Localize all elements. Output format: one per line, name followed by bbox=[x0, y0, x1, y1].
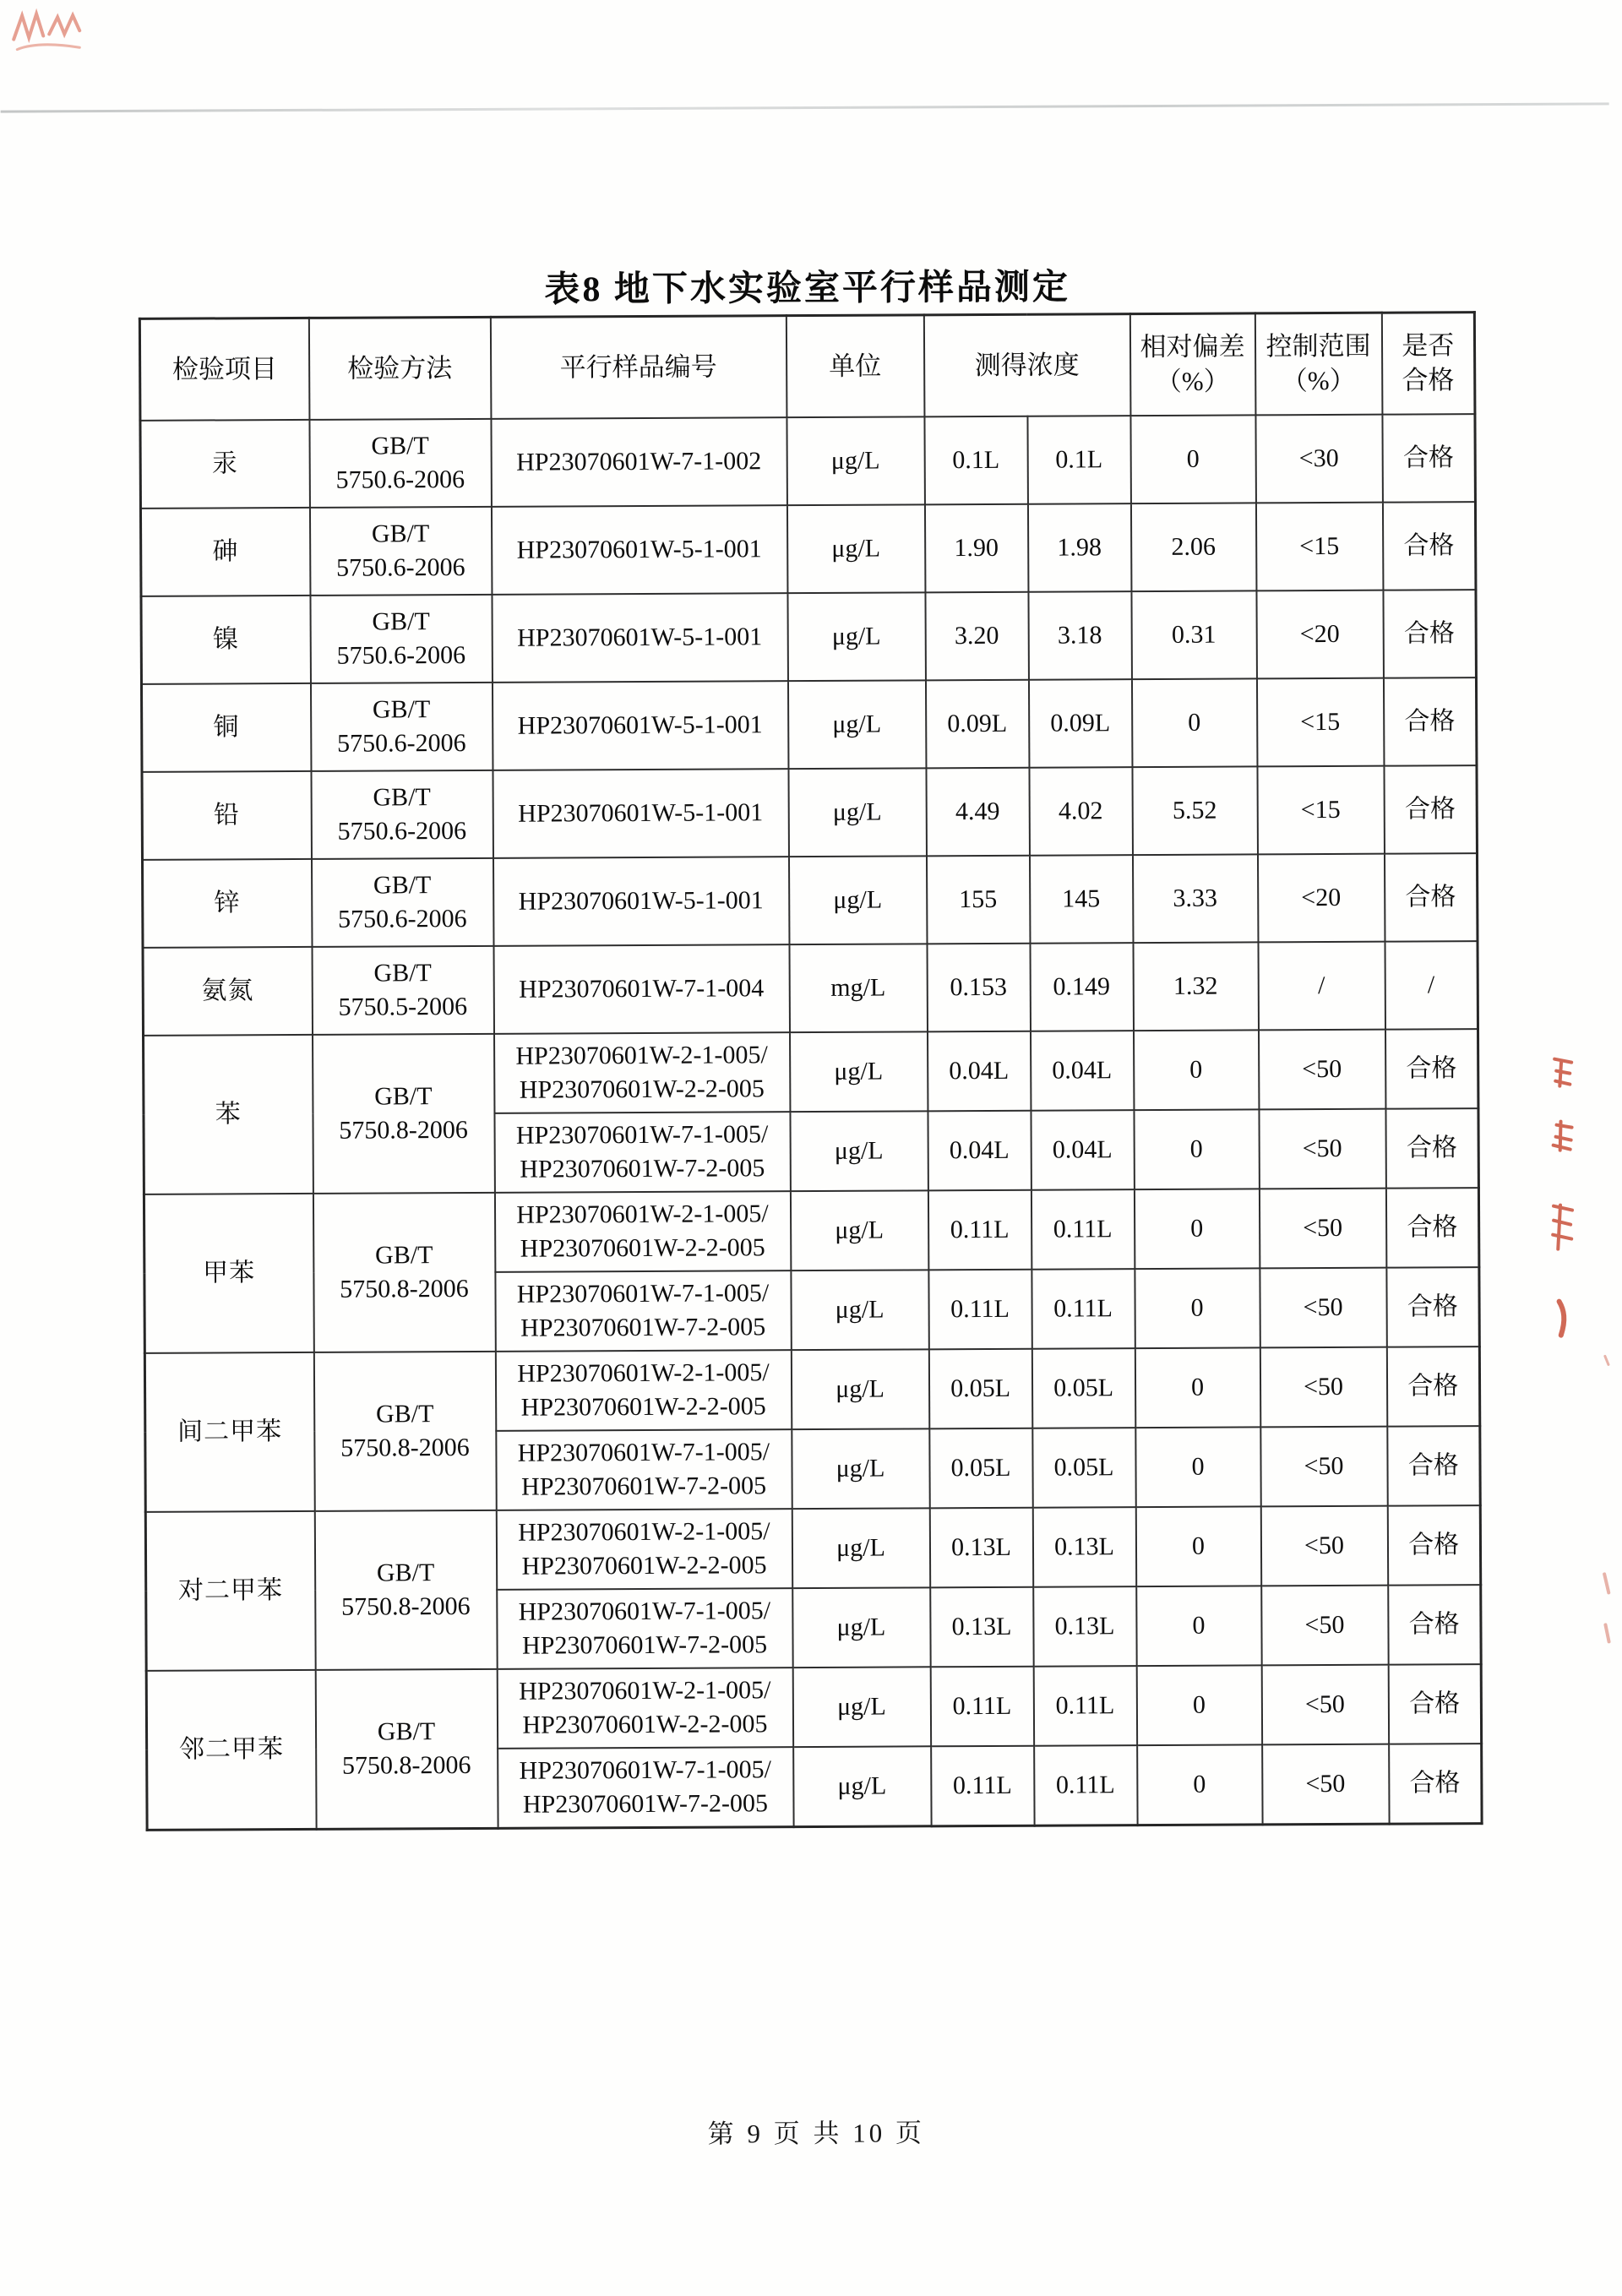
cell-unit: μg/L bbox=[792, 1667, 930, 1747]
cell-measured-2: 145 bbox=[1029, 855, 1133, 944]
cell-control-range: <50 bbox=[1259, 1109, 1385, 1189]
cell-relative-deviation: 3.33 bbox=[1132, 854, 1258, 943]
cell-measured-2: 0.1L bbox=[1027, 416, 1131, 504]
cell-sample-id: HP23070601W-5-1-001 bbox=[492, 593, 788, 683]
cell-sample-id: HP23070601W-5-1-001 bbox=[491, 505, 787, 595]
table-row bbox=[141, 590, 1476, 684]
cell-control-range: <50 bbox=[1258, 1030, 1385, 1110]
cell-measured-1: 0.11L bbox=[928, 1270, 1031, 1350]
cell-relative-deviation: 0 bbox=[1135, 1427, 1260, 1507]
cell-relative-deviation: 0 bbox=[1130, 415, 1256, 503]
cell-control-range: <30 bbox=[1255, 415, 1383, 503]
cell-measured-2: 3.18 bbox=[1028, 591, 1132, 680]
cell-qualified: 合格 bbox=[1386, 1267, 1479, 1347]
cell-sample-id: HP23070601W-2-1-005/ HP23070601W-2-2-005 bbox=[497, 1668, 792, 1749]
cell-qualified: 合格 bbox=[1388, 1585, 1481, 1665]
cell-control-range: / bbox=[1258, 942, 1385, 1031]
cell-relative-deviation: 0 bbox=[1135, 1347, 1260, 1428]
cell-sample-id: HP23070601W-7-1-005/ HP23070601W-7-2-005 bbox=[496, 1429, 792, 1510]
cell-unit: μg/L bbox=[788, 856, 927, 944]
column-header-qualified-line1: 是否 bbox=[1402, 330, 1455, 361]
cell-measured-2: 0.11L bbox=[1031, 1189, 1134, 1270]
cell-relative-deviation: 0 bbox=[1134, 1030, 1259, 1110]
cell-qualified: 合格 bbox=[1385, 1108, 1478, 1189]
cell-measured-1: 4.49 bbox=[926, 768, 1030, 857]
cell-sample-id: HP23070601W-7-1-005/ HP23070601W-7-2-005 bbox=[494, 1112, 790, 1193]
cell-qualified: 合格 bbox=[1388, 1664, 1481, 1744]
cell-sample-id: HP23070601W-5-1-001 bbox=[493, 857, 789, 946]
cell-measured-2: 0.04L bbox=[1031, 1110, 1134, 1190]
cell-measured-2: 0.11L bbox=[1033, 1666, 1136, 1746]
table-row bbox=[144, 1347, 1479, 1433]
cell-unit: μg/L bbox=[787, 416, 925, 505]
table-row bbox=[140, 414, 1475, 509]
cell-test-method: GB/T 5750.6-2006 bbox=[309, 419, 492, 508]
cell-measured-1: 0.153 bbox=[927, 944, 1031, 1032]
cell-measured-2: 0.11L bbox=[1034, 1745, 1137, 1825]
cell-measured-1: 0.13L bbox=[929, 1508, 1032, 1588]
cell-control-range: <50 bbox=[1261, 1586, 1388, 1666]
cell-relative-deviation: 0 bbox=[1135, 1506, 1260, 1586]
column-header-qualified-line2: 合格 bbox=[1402, 365, 1455, 395]
cell-qualified: 合格 bbox=[1383, 590, 1477, 678]
cell-unit: μg/L bbox=[792, 1587, 930, 1668]
cell-relative-deviation: 0 bbox=[1134, 1189, 1259, 1269]
cell-measured-1: 0.04L bbox=[928, 1031, 1031, 1112]
cell-measured-1: 0.11L bbox=[931, 1746, 1034, 1826]
cell-test-method: GB/T 5750.5-2006 bbox=[312, 946, 494, 1035]
cell-qualified: 合格 bbox=[1384, 853, 1478, 942]
red-pen-scribble bbox=[8, 5, 86, 57]
cell-test-method: GB/T 5750.6-2006 bbox=[311, 858, 493, 947]
cell-test-item: 铜 bbox=[141, 683, 311, 772]
table-title: 表8 地下水实验室平行样品测定 bbox=[544, 268, 1071, 310]
cell-relative-deviation: 0 bbox=[1131, 678, 1257, 767]
cell-test-item: 镍 bbox=[141, 596, 311, 684]
table-row bbox=[146, 1664, 1481, 1750]
cell-measured-1: 0.13L bbox=[930, 1587, 1033, 1668]
cell-measured-2: 4.02 bbox=[1029, 767, 1133, 856]
cell-relative-deviation: 0 bbox=[1136, 1586, 1261, 1666]
table-row bbox=[142, 853, 1477, 948]
column-header-sample-id: 平行样品编号 bbox=[490, 316, 787, 419]
column-header-unit: 单位 bbox=[786, 315, 924, 417]
scan-edge-line bbox=[1, 102, 1609, 112]
cell-unit: μg/L bbox=[790, 1190, 928, 1270]
cell-test-item: 间二甲苯 bbox=[144, 1352, 314, 1512]
cell-measured-1: 3.20 bbox=[925, 592, 1029, 681]
cell-unit: μg/L bbox=[791, 1270, 928, 1350]
cell-qualified: 合格 bbox=[1389, 1744, 1482, 1824]
cell-control-range: <15 bbox=[1255, 503, 1383, 591]
cell-measured-2: 0.11L bbox=[1031, 1269, 1135, 1349]
column-header-qualified bbox=[1381, 313, 1475, 415]
cell-measured-1: 0.11L bbox=[930, 1667, 1033, 1747]
cell-control-range: <50 bbox=[1260, 1506, 1387, 1586]
cell-sample-id: HP23070601W-2-1-005/ HP23070601W-2-2-005 bbox=[494, 1191, 790, 1272]
cell-test-item: 汞 bbox=[140, 420, 310, 509]
cell-control-range: <50 bbox=[1260, 1347, 1386, 1428]
cell-test-item: 铅 bbox=[142, 771, 312, 860]
cell-measured-2: 0.05L bbox=[1031, 1348, 1135, 1428]
cell-control-range: <50 bbox=[1261, 1665, 1388, 1745]
cell-test-method: GB/T 5750.6-2006 bbox=[310, 595, 493, 683]
table-row bbox=[142, 765, 1477, 860]
cell-control-range: <50 bbox=[1260, 1427, 1387, 1507]
table-row bbox=[144, 1188, 1478, 1274]
cell-unit: μg/L bbox=[790, 1111, 928, 1191]
cell-qualified: 合格 bbox=[1384, 765, 1478, 854]
cell-relative-deviation: 0.31 bbox=[1131, 590, 1257, 679]
cell-relative-deviation: 0 bbox=[1136, 1665, 1261, 1745]
cell-test-method: GB/T 5750.6-2006 bbox=[310, 683, 493, 771]
cell-sample-id: HP23070601W-7-1-005/ HP23070601W-7-2-005 bbox=[495, 1270, 791, 1352]
cell-sample-id: HP23070601W-5-1-001 bbox=[493, 769, 789, 858]
cell-relative-deviation: 0 bbox=[1137, 1744, 1262, 1825]
table-row bbox=[140, 502, 1475, 596]
cell-unit: μg/L bbox=[790, 1031, 928, 1112]
cell-control-range: <15 bbox=[1256, 678, 1384, 767]
cell-unit: μg/L bbox=[792, 1428, 929, 1509]
cell-relative-deviation: 0 bbox=[1134, 1109, 1259, 1189]
column-header-deviation-line2: （%） bbox=[1155, 366, 1230, 396]
cell-test-item: 邻二甲苯 bbox=[146, 1670, 316, 1830]
cell-measured-2: 0.149 bbox=[1030, 943, 1134, 1031]
cell-relative-deviation: 1.32 bbox=[1133, 942, 1259, 1031]
table-container bbox=[139, 311, 1481, 1831]
cell-test-item: 锌 bbox=[142, 859, 312, 948]
table-row bbox=[143, 941, 1478, 1036]
cell-control-range: <20 bbox=[1257, 854, 1385, 943]
cell-test-item: 氨氮 bbox=[143, 947, 313, 1036]
cell-unit: μg/L bbox=[793, 1746, 931, 1826]
cell-unit: μg/L bbox=[791, 1349, 928, 1429]
cell-unit: μg/L bbox=[788, 768, 927, 857]
cell-unit: μg/L bbox=[787, 504, 925, 593]
cell-test-method: GB/T 5750.8-2006 bbox=[314, 1510, 497, 1670]
cell-unit: mg/L bbox=[789, 944, 928, 1032]
cell-control-range: <50 bbox=[1260, 1268, 1386, 1348]
cell-qualified: 合格 bbox=[1387, 1426, 1480, 1506]
cell-control-range: <20 bbox=[1256, 590, 1384, 679]
cell-measured-2: 0.13L bbox=[1032, 1507, 1135, 1587]
cell-test-method: GB/T 5750.8-2006 bbox=[313, 1352, 496, 1511]
cell-unit: μg/L bbox=[787, 680, 926, 769]
cell-test-method: GB/T 5750.6-2006 bbox=[309, 507, 492, 596]
cell-measured-1: 1.90 bbox=[924, 504, 1028, 593]
cell-measured-1: 0.11L bbox=[928, 1190, 1031, 1270]
cell-qualified: 合格 bbox=[1386, 1347, 1479, 1427]
cell-test-method: GB/T 5750.8-2006 bbox=[313, 1034, 495, 1194]
cell-sample-id: HP23070601W-7-1-002 bbox=[491, 417, 787, 507]
cell-test-method: GB/T 5750.8-2006 bbox=[315, 1669, 498, 1830]
cell-test-method: GB/T 5750.8-2006 bbox=[313, 1193, 495, 1352]
cell-measured-2: 1.98 bbox=[1027, 503, 1131, 592]
cell-sample-id: HP23070601W-2-1-005/ HP23070601W-2-2-005 bbox=[494, 1032, 790, 1113]
cell-measured-1: 155 bbox=[926, 856, 1030, 944]
cell-qualified: 合格 bbox=[1387, 1505, 1480, 1586]
table-row bbox=[144, 1029, 1478, 1115]
cell-relative-deviation: 2.06 bbox=[1130, 503, 1256, 591]
column-header-range-line2: （%） bbox=[1281, 365, 1356, 396]
cell-measured-1: 0.04L bbox=[928, 1111, 1031, 1191]
cell-qualified: 合格 bbox=[1382, 414, 1476, 503]
parallel-sample-table bbox=[139, 311, 1483, 1831]
cell-measured-1: 0.09L bbox=[925, 680, 1029, 769]
cell-sample-id: HP23070601W-7-1-005/ HP23070601W-7-2-005 bbox=[497, 1588, 792, 1669]
cell-test-item: 砷 bbox=[140, 508, 310, 596]
cell-qualified: 合格 bbox=[1385, 1029, 1478, 1109]
cell-sample-id: HP23070601W-7-1-005/ HP23070601W-7-2-005 bbox=[498, 1747, 793, 1828]
cell-sample-id: HP23070601W-2-1-005/ HP23070601W-2-2-005 bbox=[496, 1509, 792, 1590]
cell-measured-1: 0.05L bbox=[929, 1428, 1032, 1509]
column-header-concentration: 测得浓度 bbox=[923, 314, 1130, 417]
cell-measured-1: 0.1L bbox=[924, 416, 1028, 505]
table-row bbox=[145, 1505, 1480, 1591]
column-header-deviation bbox=[1129, 313, 1255, 416]
cell-test-item: 对二甲苯 bbox=[145, 1511, 315, 1671]
cell-measured-1: 0.05L bbox=[928, 1349, 1031, 1429]
cell-test-method: GB/T 5750.6-2006 bbox=[311, 770, 493, 859]
cell-relative-deviation: 5.52 bbox=[1132, 766, 1258, 855]
cell-sample-id: HP23070601W-2-1-005/ HP23070601W-2-2-005 bbox=[495, 1350, 791, 1431]
table-row bbox=[141, 677, 1476, 772]
header-row bbox=[139, 313, 1475, 421]
cell-measured-2: 0.04L bbox=[1031, 1031, 1134, 1111]
cell-qualified: 合格 bbox=[1383, 677, 1477, 766]
column-header-method: 检验方法 bbox=[308, 317, 491, 420]
cell-qualified: 合格 bbox=[1382, 502, 1476, 590]
cell-measured-2: 0.13L bbox=[1033, 1586, 1136, 1667]
cell-control-range: <50 bbox=[1262, 1744, 1389, 1825]
page-footer: 第 9 页 共 10 页 bbox=[707, 2118, 926, 2149]
column-header-deviation-line1: 相对偏差 bbox=[1140, 331, 1245, 362]
cell-measured-2: 0.05L bbox=[1032, 1428, 1135, 1508]
cell-unit: μg/L bbox=[787, 592, 926, 681]
cell-sample-id: HP23070601W-7-1-004 bbox=[493, 944, 790, 1034]
column-header-range-line1: 控制范围 bbox=[1265, 330, 1371, 362]
cell-test-item: 苯 bbox=[144, 1035, 313, 1194]
cell-control-range: <15 bbox=[1257, 766, 1385, 855]
cell-qualified: / bbox=[1385, 941, 1478, 1030]
column-header-item: 检验项目 bbox=[139, 318, 309, 420]
column-header-range bbox=[1255, 313, 1382, 415]
cell-qualified: 合格 bbox=[1385, 1188, 1478, 1268]
cell-measured-2: 0.09L bbox=[1028, 679, 1132, 768]
cell-unit: μg/L bbox=[792, 1508, 929, 1588]
cell-relative-deviation: 0 bbox=[1135, 1268, 1260, 1348]
cell-sample-id: HP23070601W-5-1-001 bbox=[492, 681, 788, 770]
cell-control-range: <50 bbox=[1259, 1189, 1385, 1269]
cell-test-item: 甲苯 bbox=[144, 1194, 313, 1353]
